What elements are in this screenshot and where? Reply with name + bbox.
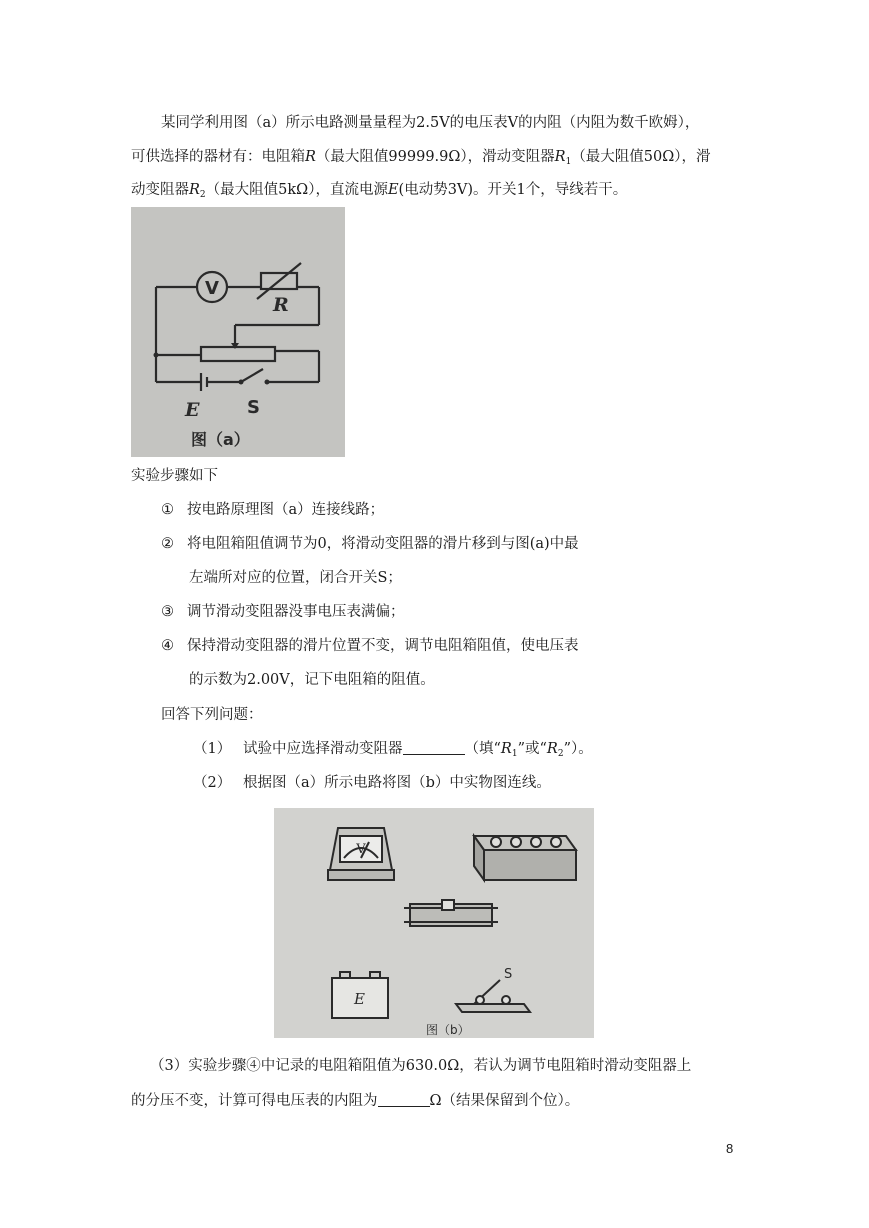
step-number: ③ bbox=[161, 604, 174, 620]
intro-text: 可供选择的器材有：电阻箱 bbox=[131, 149, 305, 165]
answer-blank-3[interactable] bbox=[378, 1092, 430, 1107]
questions-heading: 回答下列问题： bbox=[161, 707, 263, 723]
question-number: （1） bbox=[193, 741, 232, 757]
question-text: （填“ bbox=[464, 741, 501, 757]
question-1 bbox=[193, 739, 593, 764]
step-text: 保持滑动变阻器的滑片位置不变，调节电阻箱阻值，使电压表 bbox=[187, 638, 579, 654]
intro-text: 动变阻器 bbox=[131, 182, 189, 198]
question-text: 根据图（a）所示电路将图（b）中实物图连线。 bbox=[243, 775, 551, 791]
symbol-R2: R bbox=[189, 182, 200, 198]
subscript: 1 bbox=[565, 157, 572, 167]
steps-heading: 实验步骤如下 bbox=[131, 468, 218, 484]
subscript: 2 bbox=[557, 749, 564, 759]
question-text: ”或“ bbox=[517, 741, 547, 757]
figure-a-switch-label: S bbox=[247, 397, 260, 418]
step-2 bbox=[161, 534, 579, 554]
subscript: 2 bbox=[199, 190, 206, 200]
figure-a-battery-label: E bbox=[185, 399, 200, 421]
question-3-line-1: （3）实验步骤④中记录的电阻箱阻值为630.0Ω，若认为调节电阻箱时滑动变阻器上 bbox=[150, 1058, 692, 1074]
step-2-continued: 左端所对应的位置，闭合开关S； bbox=[189, 570, 402, 586]
figure-b-apparatus-photo bbox=[274, 808, 594, 1038]
symbol-E: E bbox=[387, 182, 399, 198]
figure-b-battery-label: E bbox=[354, 990, 365, 1008]
answer-blank-1[interactable] bbox=[403, 740, 465, 755]
step-4 bbox=[161, 636, 579, 656]
intro-text: (电动势3V)。开关1个，导线若干。 bbox=[398, 182, 628, 198]
intro-line-2 bbox=[131, 147, 711, 172]
figure-a-caption: 图（a） bbox=[191, 430, 250, 449]
intro-text: （最大阻值5kΩ），直流电源 bbox=[205, 182, 388, 198]
figure-b-switch-label: S bbox=[504, 967, 513, 982]
question-3-line-2 bbox=[131, 1091, 579, 1111]
step-number: ② bbox=[161, 536, 174, 552]
figure-b-voltmeter-label: V bbox=[356, 842, 366, 857]
step-1 bbox=[161, 500, 384, 520]
question-text: 试验中应选择滑动变阻器 bbox=[243, 741, 403, 757]
step-4-continued: 的示数为2.00V，记下电阻箱的阻值。 bbox=[189, 672, 435, 688]
question-number: （2） bbox=[193, 775, 232, 791]
symbol-R1: R bbox=[554, 149, 566, 165]
figure-a-circuit-photo bbox=[131, 207, 345, 457]
subscript: 1 bbox=[511, 749, 518, 759]
step-3 bbox=[161, 602, 405, 622]
symbol-R1: R bbox=[500, 741, 512, 757]
symbol-R: R bbox=[305, 149, 316, 165]
question-text: ”）。 bbox=[563, 741, 593, 757]
figure-b-caption: 图（b） bbox=[426, 1023, 470, 1037]
intro-text: （最大阻值50Ω），滑 bbox=[571, 149, 711, 165]
step-number: ① bbox=[161, 502, 174, 518]
intro-line-1: 某同学利用图（a）所示电路测量量程为2.5V的电压表V的内阻（内阻为数千欧姆）， bbox=[161, 115, 700, 131]
figure-a-voltmeter-label: V bbox=[205, 278, 219, 299]
step-text: 按电路原理图（a）连接线路； bbox=[187, 502, 385, 518]
symbol-R2: R bbox=[546, 741, 558, 757]
figure-a-resistor-label: R bbox=[273, 294, 289, 316]
question-2 bbox=[193, 773, 551, 793]
step-number: ④ bbox=[161, 638, 174, 654]
intro-line-3 bbox=[131, 180, 627, 205]
step-text: 将电阻箱阻值调节为0，将滑动变阻器的滑片移到与图(a)中最 bbox=[187, 536, 579, 552]
page-number: 8 bbox=[726, 1141, 734, 1156]
step-text: 调节滑动变阻器没事电压表满偏； bbox=[187, 604, 405, 620]
question-text: 的分压不变，计算可得电压表的内阻为 bbox=[131, 1093, 378, 1109]
intro-text: （最大阻值99999.9Ω），滑动变阻器 bbox=[315, 149, 555, 165]
question-text: Ω（结果保留到个位）。 bbox=[429, 1093, 580, 1109]
